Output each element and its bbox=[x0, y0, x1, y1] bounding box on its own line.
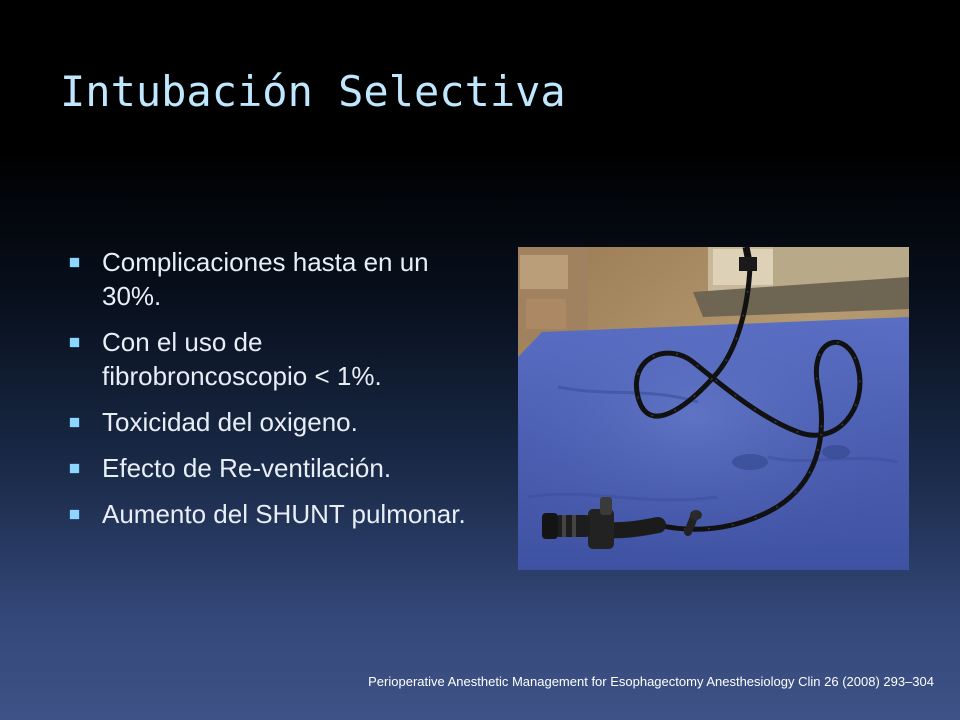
bullet-text: Toxicidad del oxigeno. bbox=[102, 407, 358, 437]
slide-title: Intubación Selectiva bbox=[60, 67, 566, 116]
bullet-text: Complicaciones hasta en un 30%. bbox=[102, 247, 429, 311]
bullet-text: Con el uso de fibrobroncoscopio < 1%. bbox=[102, 327, 382, 391]
square-bullet-icon bbox=[70, 510, 79, 519]
square-bullet-icon bbox=[70, 418, 79, 427]
bullet-item bbox=[66, 497, 466, 531]
bullet-list bbox=[66, 245, 466, 543]
square-bullet-icon bbox=[70, 464, 79, 473]
bullet-text: Aumento del SHUNT pulmonar. bbox=[102, 499, 466, 529]
bullet-text: Efecto de Re-ventilación. bbox=[102, 453, 392, 483]
square-bullet-icon bbox=[70, 338, 79, 347]
bullet-item bbox=[66, 405, 466, 439]
bronchoscope-photo bbox=[518, 247, 909, 570]
citation: Perioperative Anesthetic Management for Esophagectomy Anesthesiology Clin 26 (2008) 293–304 bbox=[368, 674, 934, 689]
bullet-item bbox=[66, 451, 466, 485]
bullet-item bbox=[66, 325, 466, 393]
bullet-item bbox=[66, 245, 466, 313]
square-bullet-icon bbox=[70, 258, 79, 267]
